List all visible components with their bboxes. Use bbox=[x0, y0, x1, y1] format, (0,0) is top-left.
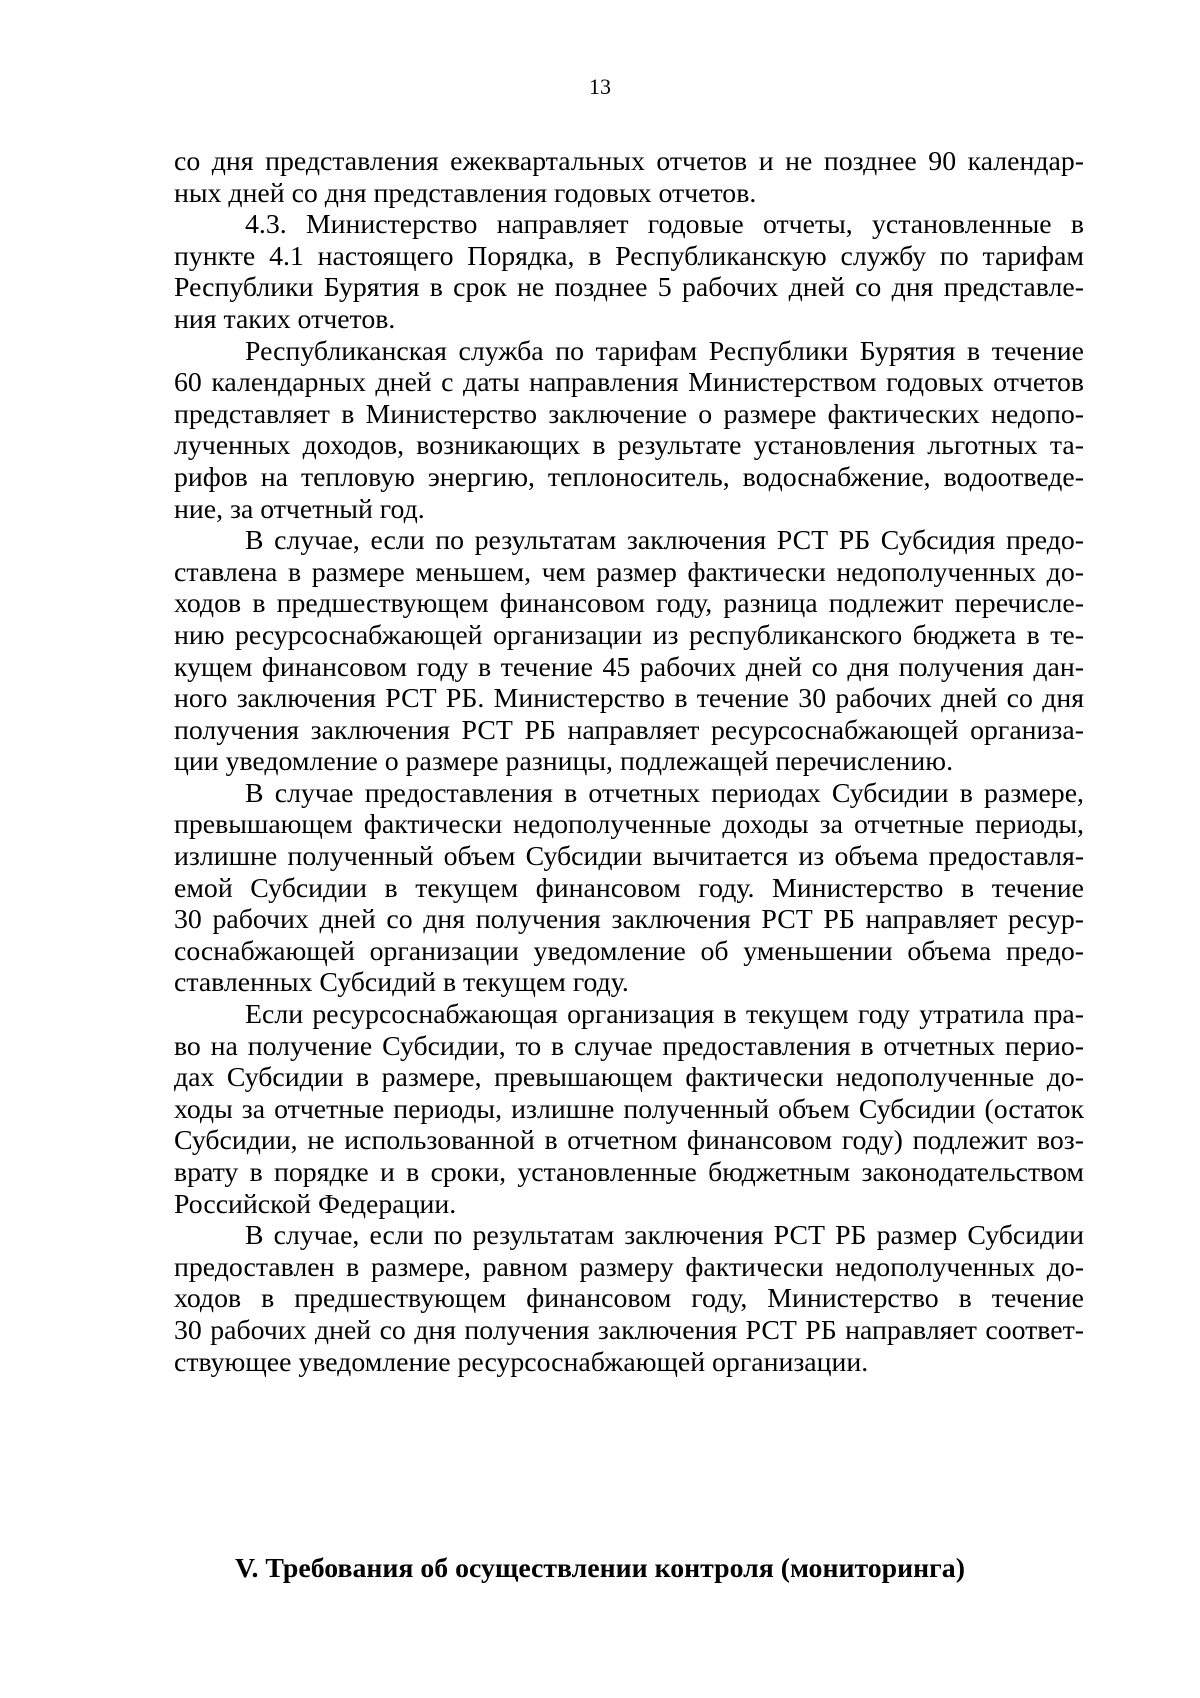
text-line: В случае, если по результатам заключения РСТ РБ Субсидия предо- bbox=[245, 525, 1084, 557]
text-line: соснабжающей организации уведомление об уменьшении объема предо- bbox=[174, 935, 1084, 967]
paragraph bbox=[174, 146, 1084, 209]
paragraph bbox=[174, 525, 1084, 778]
text-line: Если ресурсоснабжающая организация в текущем году утратила пра- bbox=[245, 999, 1084, 1031]
text-line: Республиканская служба по тарифам Республики Бурятия в течение bbox=[245, 335, 1084, 367]
text-line: во на получение Субсидии, то в случае предоставления в отчетных перио- bbox=[174, 1030, 1084, 1062]
text-line: излишне полученный объем Субсидии вычитается из объема предоставля- bbox=[174, 841, 1084, 873]
text-line: В случае предоставления в отчетных периодах Субсидии в размере, bbox=[245, 777, 1084, 809]
text-line: ходы за отчетные периоды, излишне полученный объем Субсидии (остаток bbox=[174, 1093, 1084, 1125]
text-line: ствующее уведомление ресурсоснабжающей организации. bbox=[174, 1346, 869, 1378]
text-line: ния таких отчетов. bbox=[174, 303, 396, 335]
text-line: емой Субсидии в текущем финансовом году. Министерство в течение bbox=[174, 872, 1084, 904]
text-line: представляет в Министерство заключение о размере фактических недопо- bbox=[174, 398, 1084, 430]
text-line: 30 рабочих дней со дня получения заключения РСТ РБ направляет ресур- bbox=[174, 904, 1084, 936]
section-heading: V. Требования об осуществлении контроля (мониторинга) bbox=[235, 1553, 965, 1584]
text-line: кущем финансовом году в течение 45 рабочих дней со дня получения дан- bbox=[174, 651, 1084, 683]
text-line: 4.3. Министерство направляет годовые отчеты, установленные в bbox=[245, 209, 1084, 241]
text-line: пункте 4.1 настоящего Порядка, в Республиканскую службу по тарифам bbox=[174, 240, 1084, 272]
text-line: 60 календарных дней с даты направления Министерством годовых отчетов bbox=[174, 367, 1084, 399]
paragraph bbox=[174, 999, 1084, 1220]
text-line: В случае, если по результатам заключения РСТ РБ размер Субсидии bbox=[245, 1220, 1084, 1252]
body-text bbox=[174, 146, 1084, 1378]
text-line: ного заключения РСТ РБ. Министерство в течение 30 рабочих дней со дня bbox=[174, 683, 1084, 715]
text-line: врату в порядке и в сроки, установленные бюджетным законодательством bbox=[174, 1157, 1084, 1188]
paragraph bbox=[174, 209, 1084, 335]
text-line: получения заключения РСТ РБ направляет ресурсоснабжающей организа- bbox=[174, 714, 1084, 746]
text-line: дах Субсидии в размере, превышающем фактически недополученные до- bbox=[174, 1062, 1084, 1094]
paragraph bbox=[174, 336, 1084, 526]
text-line: ние, за отчетный год. bbox=[174, 493, 425, 525]
text-line: рифов на тепловую энергию, теплоноситель, водоснабжение, водоотведе- bbox=[174, 461, 1084, 493]
text-line: Российской Федерации. bbox=[174, 1188, 457, 1220]
page-number: 13 bbox=[589, 74, 611, 99]
text-line: ставленных Субсидий в текущем году. bbox=[174, 967, 629, 999]
paragraph bbox=[174, 778, 1084, 999]
text-line: предоставлен в размере, равном размеру фактически недополученных до- bbox=[174, 1251, 1084, 1283]
text-line: со дня представления ежеквартальных отчетов и не позднее 90 календар- bbox=[174, 146, 1084, 177]
text-line: Субсидии, не использованной в отчетном финансовом году) подлежит воз- bbox=[174, 1125, 1084, 1157]
text-line: Республики Бурятия в срок не позднее 5 рабочих дней со дня представле- bbox=[174, 272, 1084, 304]
text-line: ходов в предшествующем финансовом году, разница подлежит перечисле- bbox=[174, 588, 1084, 620]
text-line: 30 рабочих дней со дня получения заключения РСТ РБ направляет соответ- bbox=[174, 1314, 1084, 1346]
text-line: нию ресурсоснабжающей организации из республиканского бюджета в те- bbox=[174, 619, 1084, 651]
text-line: превышающем фактически недополученные доходы за отчетные периоды, bbox=[174, 809, 1084, 841]
text-line: ходов в предшествующем финансовом году, Министерство в течение bbox=[174, 1283, 1084, 1315]
paragraph bbox=[174, 1220, 1084, 1378]
text-line: лученных доходов, возникающих в результате установления льготных та- bbox=[174, 430, 1084, 462]
text-line: ции уведомление о размере разницы, подлежащей перечислению. bbox=[174, 746, 954, 778]
text-line: ных дней со дня представления годовых отчетов. bbox=[174, 177, 757, 209]
text-line: ставлена в размере меньшем, чем размер фактически недополученных до- bbox=[174, 556, 1084, 588]
